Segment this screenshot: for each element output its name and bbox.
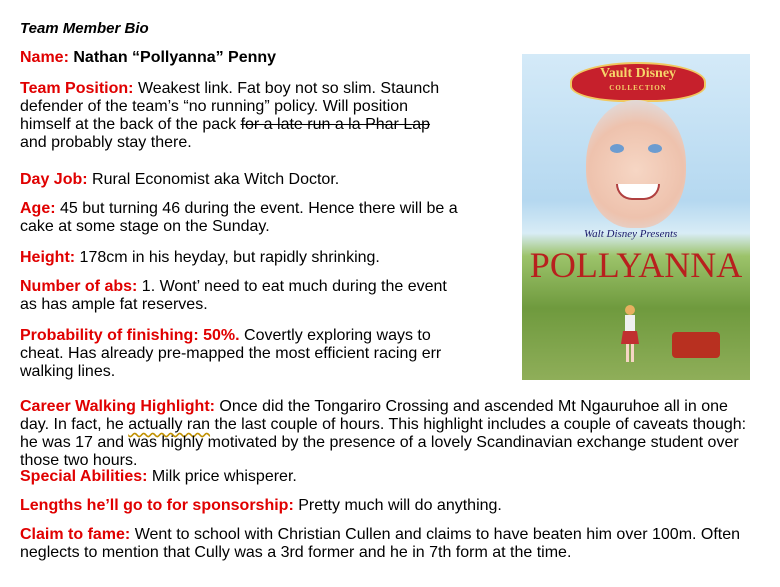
fame-paragraph xyxy=(20,526,760,562)
pollyanna-poster xyxy=(522,54,750,380)
abilities-paragraph xyxy=(20,468,760,486)
team-position-strikethrough: for a late run a la Phar Lap xyxy=(240,116,431,133)
sponsorship-label: Lengths he’ll go to for sponsorship: xyxy=(20,497,294,514)
day-job-label: Day Job: xyxy=(20,171,88,188)
left-eye xyxy=(610,144,624,153)
abs-value: 1. Wont’ need to eat much during the event as has ample fat reserves. xyxy=(20,278,447,313)
fame-value: Went to school with Christian Cullen and claims to have beaten him over 100m. Often neglects to mention that Cully was a 3rd former and he in 7th form at the time. xyxy=(20,526,741,561)
career-squiggle: actually ran xyxy=(128,416,211,433)
girl-face-image xyxy=(586,100,686,228)
vault-disney-badge xyxy=(570,62,706,102)
poster-title: POLLYANNA xyxy=(529,245,743,285)
career-paragraph xyxy=(20,398,760,470)
team-position-text: Weakest link. Fat boy not so slim. Staunch defender of the team’s “no running” policy. Will position himself at the back of the pack xyxy=(20,80,440,133)
abs-label: Number of abs: xyxy=(20,278,138,295)
height-value: 178cm in his heyday, but rapidly shrinking. xyxy=(75,249,380,266)
height-label: Height: xyxy=(20,249,76,266)
team-position-text-after: and probably stay there. xyxy=(20,134,192,151)
vault-subtitle: COLLECTION xyxy=(609,84,667,92)
sponsorship-value: Pretty much will do anything. xyxy=(293,497,502,514)
finishing-label: Probability of finishing: 50%. xyxy=(20,327,240,344)
name-label: Name: xyxy=(20,49,69,66)
abilities-label: Special Abilities: xyxy=(20,468,148,485)
name-line xyxy=(20,49,276,67)
presents-text: Walt Disney Presents xyxy=(584,228,678,240)
sponsorship-paragraph xyxy=(20,497,760,515)
name-value: Nathan “Pollyanna” Penny xyxy=(73,49,277,66)
career-text: Once did the Tongariro Crossing and ascended Mt Ngauruhoe all in one day. In fact, he xyxy=(20,398,728,433)
team-position-label: Team Position: xyxy=(20,80,134,97)
vault-title: Vault Disney xyxy=(599,66,677,81)
age-paragraph xyxy=(20,200,460,236)
career-text-after: the last couple of hours. This highlight includes a couple of caveats though: he was 17 and was highly motivated by the presence of a lovely Scandinavian exchange student over those two hours. xyxy=(20,416,747,469)
right-eye xyxy=(648,144,662,153)
bio-heading: Team Member Bio xyxy=(20,20,149,37)
day-job-paragraph xyxy=(20,171,460,189)
day-job-value: Rural Economist aka Witch Doctor. xyxy=(87,171,340,188)
finishing-value: Covertly exploring ways to cheat. Has already pre-mapped the most efficient racing err walking lines. xyxy=(20,327,442,380)
career-label: Career Walking Highlight: xyxy=(20,398,215,415)
abilities-value: Milk price whisperer. xyxy=(147,468,297,485)
fame-label: Claim to fame: xyxy=(20,526,131,543)
abs-paragraph xyxy=(20,278,460,314)
red-wagon xyxy=(672,332,720,358)
height-paragraph xyxy=(20,249,460,267)
girl-figure xyxy=(620,304,640,364)
age-label: Age: xyxy=(20,200,56,217)
smile xyxy=(616,184,660,200)
age-value: 45 but turning 46 during the event. Hence there will be a cake at some stage on the Sunday. xyxy=(20,200,458,235)
finishing-paragraph xyxy=(20,327,460,381)
team-position-paragraph xyxy=(20,80,460,152)
